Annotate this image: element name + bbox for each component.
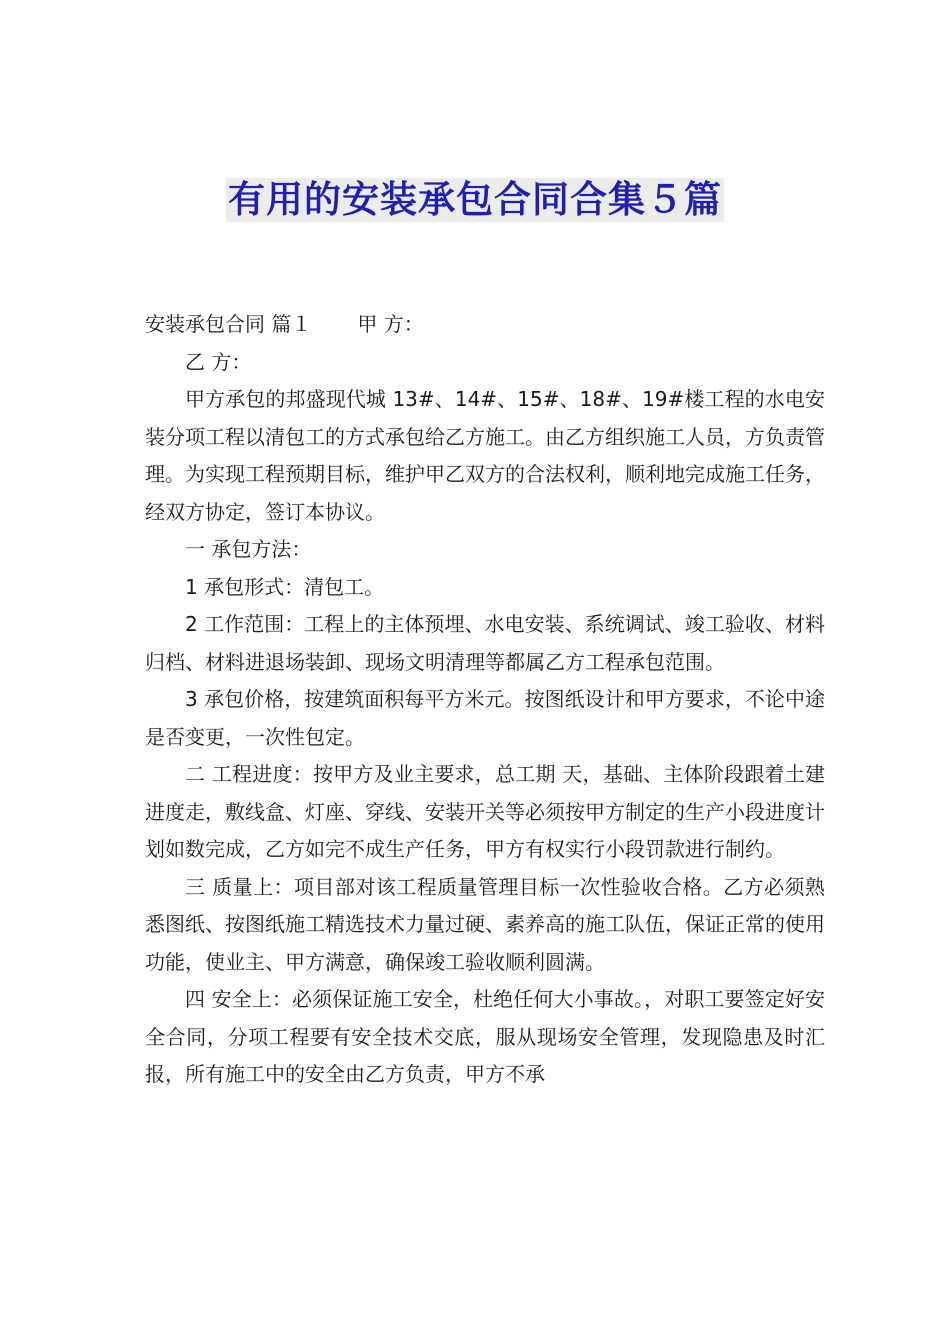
party-a-label: 甲 方： [357,312,424,336]
document-body [145,306,825,1094]
paragraph-section-4: 四 安全上：必须保证施工安全，杜绝任何大小事故。，对职工要签定好安全合同，分项工程要有安全技术交底，服从现场安全管理，发现隐患及时汇报，所有施工中的安全由乙方负责，甲方不承 [145,987,825,1086]
party-b-label: 乙 方： [185,349,252,374]
title-container [0,178,950,222]
paragraph-section-2: 二 工程进度：按甲方及业主要求，总工期 天，基础、主体阶段跟着土建进度走，敷线盒、灯座、穿线、安装开关等必须按甲方制定的生产小段进度计划如数完成，乙方如完不成生产任务，甲方有权实行小段罚款进行制约。 [145,762,825,861]
paragraph-section-1: 一 承包方法： [185,537,312,561]
paragraph-intro: 甲方承包的邦盛现代城 13#、14#、15#、18#、19#楼工程的水电安装分项工程以清包工的方式承包给乙方施工。由乙方组织施工人员，方负责管理。为实现工程预期目标，维护甲乙双方的合法权利，顺利地完成施工任务，经双方协定，签订本协议。 [145,387,825,524]
first-line [145,306,825,344]
paragraph-section-3: 三 质量上：项目部对该工程质量管理目标一次性验收合格。乙方必须熟悉图纸、按图纸施工精选技术力量过硬、素养高的施工队伍，保证正常的使用功能，使业主、甲方满意，确保竣工验收顺利圆满。 [145,874,825,974]
section-heading: 安装承包合同 篇１ [145,312,312,336]
document-title: 有用的安装承包合同合集５篇 [228,178,722,221]
paragraph-item-2: 2 工作范围：工程上的主体预埋、水电安装、系统调试、竣工验收、材料归档、材料进退场装卸、现场文明清理等都属乙方工程承包范围。 [145,612,825,674]
paragraph-item-1: 1 承包形式：清包工。 [185,574,385,599]
paragraph-item-3: 3 承包价格，按建筑面积每平方米元。按图纸设计和甲方要求，不论中途是否变更，一次性包定。 [145,687,825,749]
